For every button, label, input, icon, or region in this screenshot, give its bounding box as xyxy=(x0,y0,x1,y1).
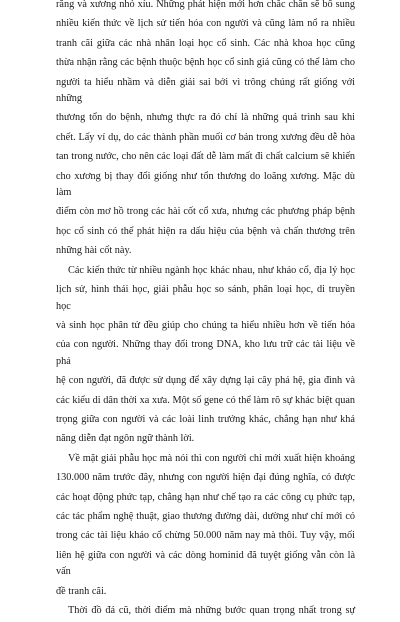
paragraph-1-line-8: tan trong nước, cho nên các loại đất dễ làm mất đi chất calcium sẽ khiến xyxy=(56,151,355,163)
paragraph-1-line-9: cho xương bị thay đổi giống như tổn thương do loãng xương. Mặc dù làm xyxy=(56,170,355,199)
paragraph-2-line-3: và sinh học phân tử đều giúp cho chúng ta hiểu nhiều hơn về tiến hóa xyxy=(56,319,355,331)
paragraph-1-line-7: chết. Lấy ví dụ, do các thành phần muối cơ bản trong xương đều dễ hòa xyxy=(56,131,355,143)
paragraph-1-line-3: tranh cãi giữa các nhà nhân loại học cổ sinh. Các nhà khoa học cũng xyxy=(56,37,355,49)
paragraph-2-line-2: lịch sử, hình thái học, giải phẫu học so sánh, phân loại học, di truyền học xyxy=(56,284,355,312)
paragraph-2-line-6: các kiểu di dân thời xa xưa. Một số gene có thể làm rõ sự khác biệt quan xyxy=(56,394,355,406)
paragraph-2-line-5: hệ con người, đã được sử dụng để xây dựng lại cây phả hệ, gia đình và xyxy=(56,375,355,387)
paragraph-3-line-3: các hoạt động phức tạp, chẳng hạn như chế tạo ra các công cụ phức tạp, xyxy=(56,491,355,503)
paragraph-2-line-8: năng diễn đạt ngôn ngữ thành lời. xyxy=(56,433,195,445)
paragraph-3-line-2: 130.000 năm trước đây, nhưng con người hiện đại đúng nghĩa, có được xyxy=(56,472,355,484)
paragraph-1-line-12: những hài cốt này. xyxy=(56,245,132,257)
paragraph-2-line-4: của con người. Những thay đổi trong DNA, kho lưu trữ các tài liệu về phả xyxy=(56,339,355,367)
paragraph-1-line-5: người ta hiểu nhầm và diễn giải sai bởi vì trông chúng rất giống với những xyxy=(56,76,355,105)
paragraph-2-line-7: trọng giữa con người và các loài linh trưởng khác, chẳng hạn như khả xyxy=(56,413,355,425)
paragraph-1-line-2: nhiều kiến thức về lịch sử tiến hóa con người và cũng làm nổ ra nhiều xyxy=(56,18,355,30)
paragraph-1-line-11: học cổ sinh có thể phát hiện ra dấu hiệu của bệnh và chấn thương trên xyxy=(56,225,355,237)
paragraph-1-line-4: thừa nhận rằng các bệnh thuộc bệnh học cổ sinh giả cũng có thể làm cho xyxy=(56,57,355,69)
paragraph-3-line-5: trong các tài liệu khảo cổ chừng 50.000 năm nay mà thôi. Tuy vậy, mối xyxy=(56,530,355,542)
paragraph-1-line-1: răng và xương nhỏ xíu. Những phát hiện mới hơn chắc chắn sẽ bổ sung xyxy=(56,0,355,10)
paragraph-4-line-1: Thời đồ đá cũ, thời điểm mà những bước quan trọng nhất trong sự xyxy=(68,605,355,616)
paragraph-2-line-1: Các kiến thức từ nhiều ngành học khác nhau, như khảo cổ, địa lý học xyxy=(68,264,355,276)
paragraph-3-line-6: liên hệ giữa con người và các dòng hominid đã tuyệt giống vẫn còn là vấn xyxy=(56,549,355,578)
paragraph-3-line-4: các tác phẩm nghệ thuật, giao thương đường dài, dường như chỉ mới có xyxy=(56,510,355,522)
paragraph-3-line-1: Về mặt giải phẫu học mà nói thì con người chỉ mới xuất hiện khoảng xyxy=(68,452,355,464)
paragraph-3-line-7: đề tranh cãi. xyxy=(56,585,107,597)
paragraph-1-line-6: thương tổn do bệnh, nhưng thực ra đó chỉ là những quá trình sau khi xyxy=(56,112,355,124)
body-text xyxy=(56,0,355,622)
paragraph-1-line-10: điểm còn mơ hồ trong các hài cốt cổ xưa, nhưng các phương pháp bệnh xyxy=(56,206,355,218)
